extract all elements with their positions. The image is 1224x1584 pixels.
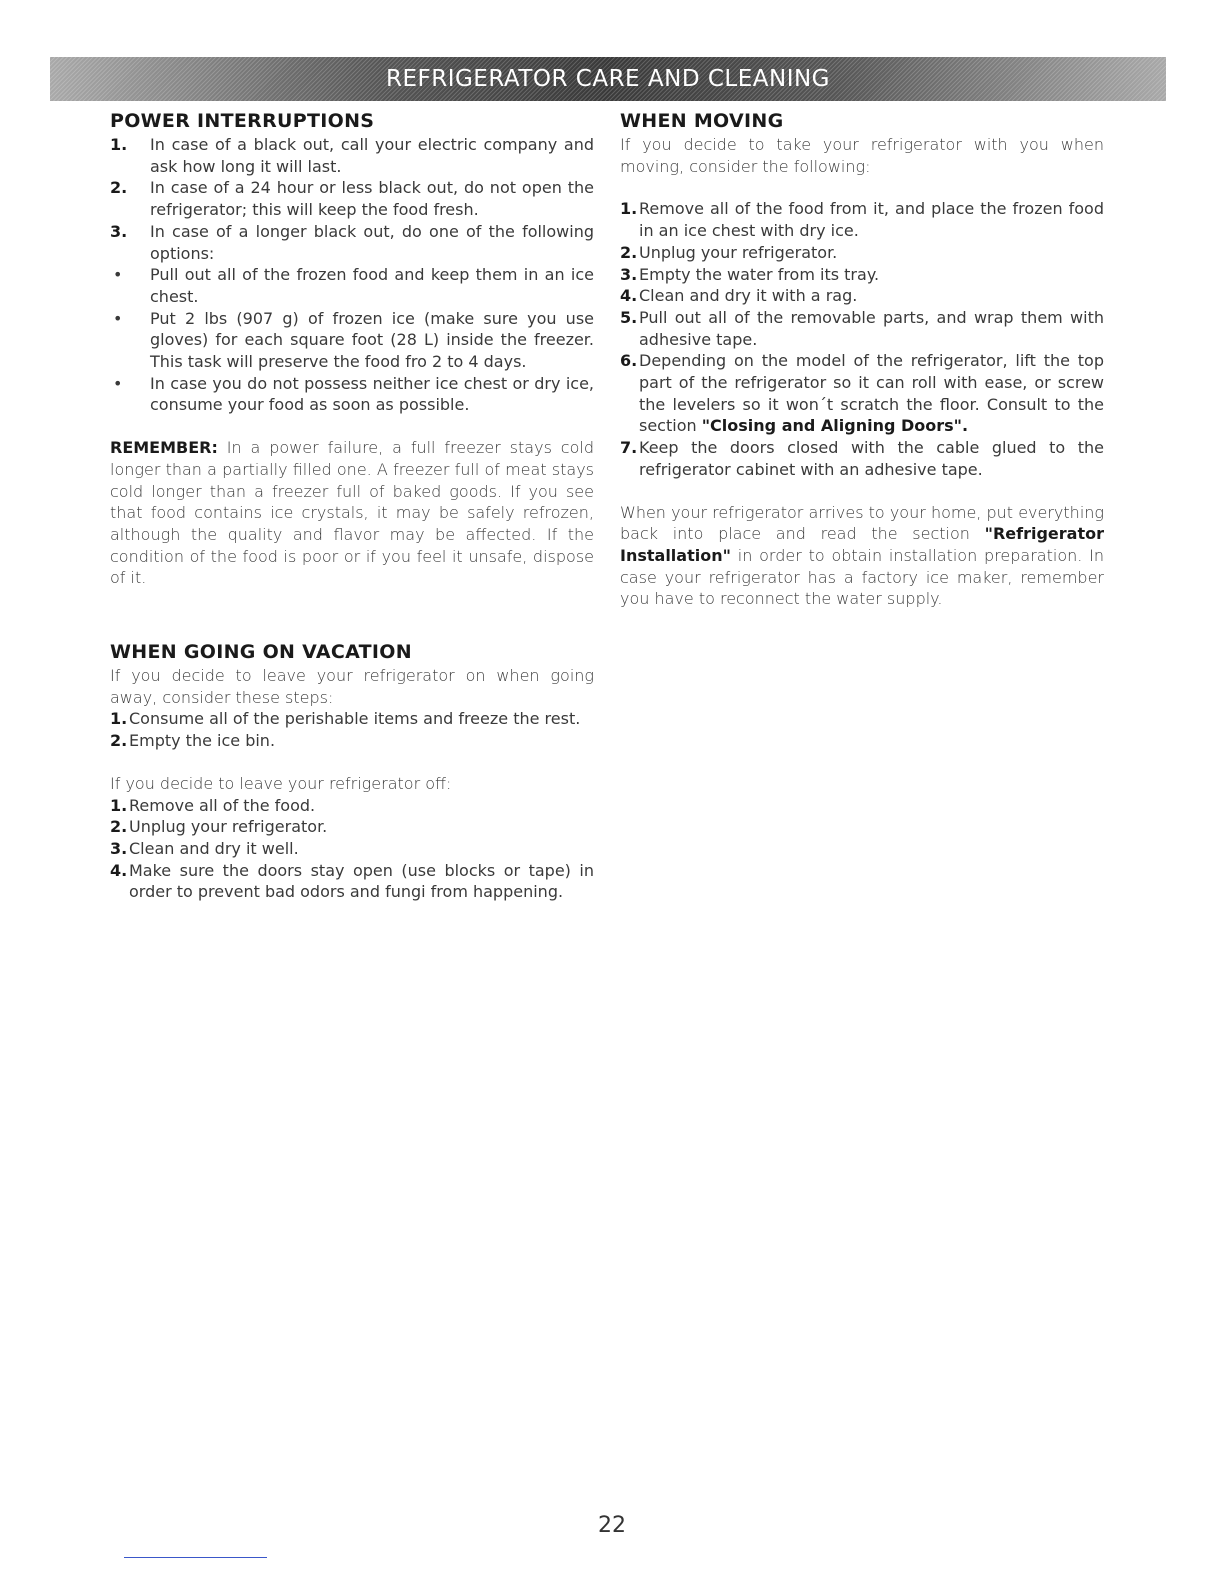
list-item bbox=[620, 437, 1104, 480]
arrival-text-1: When your refrigerator arrives to your home, put everything back into place and read the section bbox=[620, 502, 1104, 544]
moving-heading: WHEN MOVING bbox=[620, 110, 784, 132]
remember-label: REMEMBER: bbox=[110, 438, 218, 458]
list-item bbox=[620, 350, 1104, 437]
list-text: Clean and dry it well. bbox=[129, 838, 299, 858]
list-number: 1. bbox=[620, 199, 638, 219]
list-number: 7. bbox=[620, 438, 638, 458]
list-text: In case of a 24 hour or less black out, do not open the refrigerator; this will keep the food fresh. bbox=[150, 178, 594, 220]
arrival-paragraph bbox=[620, 502, 1104, 611]
list-text: In case of a black out, call your electric company and ask how long it will last. bbox=[150, 135, 594, 176]
list-number: 3. bbox=[110, 838, 128, 858]
remember-paragraph bbox=[110, 437, 594, 589]
bullet-icon: • bbox=[113, 308, 123, 328]
list-item bbox=[620, 264, 1104, 286]
vacation-off-intro: If you decide to leave your refrigerator off: bbox=[110, 773, 452, 793]
list-text bbox=[639, 350, 1104, 437]
vacation-intro: If you decide to leave your refrigerator on when going away, consider these steps: bbox=[110, 666, 594, 707]
list-number: 2. bbox=[110, 817, 128, 837]
list-item bbox=[110, 730, 594, 752]
list-item bbox=[620, 242, 1104, 264]
list-item bbox=[110, 838, 594, 860]
list-item bbox=[110, 221, 594, 264]
footer-rule bbox=[124, 1557, 267, 1558]
closing-doors-reference: "Closing and Aligning Doors". bbox=[701, 416, 969, 436]
list-number: 5. bbox=[620, 307, 638, 327]
list-text: Unplug your refrigerator. bbox=[129, 817, 328, 837]
list-item bbox=[620, 285, 1104, 307]
list-number: 3. bbox=[110, 221, 128, 241]
list-number: 3. bbox=[620, 264, 638, 284]
moving-intro: If you decide to take your refrigerator with you when moving, consider the following: bbox=[620, 135, 1104, 176]
bullet-item bbox=[110, 308, 594, 373]
list-text: Empty the water from its tray. bbox=[639, 264, 880, 284]
list-number: 1. bbox=[110, 135, 128, 154]
list-number: 4. bbox=[110, 860, 128, 880]
list-text: In case of a longer black out, do one of the following options: bbox=[150, 221, 594, 263]
list-text: Clean and dry it with a rag. bbox=[639, 286, 858, 306]
list-text: Pull out all of the removable parts, and wrap them with adhesive tape. bbox=[639, 307, 1104, 349]
list-item bbox=[110, 795, 594, 817]
section-banner bbox=[50, 57, 1166, 101]
item6-text: Depending on the model of the refrigerator, lift the top part of the refrigerator so it can roll with ease, or screw the levelers so it won´t scratch the floor. Consult to the section bbox=[639, 351, 1104, 436]
list-number: 2. bbox=[620, 242, 638, 262]
list-item bbox=[620, 307, 1104, 350]
vacation-heading: WHEN GOING ON VACATION bbox=[110, 641, 412, 664]
list-number: 1. bbox=[110, 795, 128, 815]
banner-title: REFRIGERATOR CARE AND CLEANING bbox=[385, 66, 831, 92]
list-item bbox=[110, 708, 594, 730]
list-text: Remove all of the food from it, and place the frozen food in an ice chest with dry ice. bbox=[639, 199, 1104, 241]
list-number: 4. bbox=[620, 286, 638, 306]
arrival-text-2: in order to obtain installation preparation. In case your refrigerator has a factory ice maker, remember you have to reconnect the water supply. bbox=[620, 545, 1104, 609]
power-interruptions-heading: POWER INTERRUPTIONS bbox=[110, 110, 375, 132]
right-column bbox=[620, 110, 1104, 610]
remember-text: In a power failure, a full freezer stays cold longer than a partially filled one. A freezer full of meat stays cold longer than a freezer full of baked goods. If you see that food contains ice crystals, it may be safely refrozen, although the quality and flavor may be affected. If the condition of the food is poor or if you feel it unsafe, dispose of it. bbox=[110, 438, 594, 588]
list-text: Consume all of the perishable items and freeze the rest. bbox=[129, 709, 581, 729]
list-number: 2. bbox=[110, 731, 128, 751]
bullet-icon: • bbox=[113, 265, 123, 285]
left-column bbox=[110, 110, 594, 903]
list-item bbox=[110, 134, 594, 177]
list-item bbox=[620, 198, 1104, 241]
bullet-text: Put 2 lbs (907 g) of frozen ice (make sure you use gloves) for each square foot (28 L) inside the freezer. This task will preserve the food fro 2 to 4 days. bbox=[150, 308, 594, 372]
list-text: Remove all of the food. bbox=[129, 795, 316, 815]
bullet-item bbox=[110, 373, 594, 416]
list-item bbox=[110, 816, 594, 838]
list-number: 6. bbox=[620, 351, 638, 371]
bullet-text: Pull out all of the frozen food and keep them in an ice chest. bbox=[150, 265, 594, 306]
list-item bbox=[110, 177, 594, 220]
bullet-icon: • bbox=[113, 373, 123, 393]
list-text: Make sure the doors stay open (use blocks or tape) in order to prevent bad odors and fungi from happening. bbox=[129, 860, 594, 902]
list-text: Keep the doors closed with the cable glued to the refrigerator cabinet with an adhesive tape. bbox=[639, 438, 1104, 479]
list-number: 2. bbox=[110, 178, 128, 198]
list-item bbox=[110, 860, 594, 903]
list-number: 1. bbox=[110, 709, 128, 729]
bullet-text: In case you do not possess neither ice chest or dry ice, consume your food as soon as possible. bbox=[150, 373, 594, 415]
bullet-item bbox=[110, 264, 594, 307]
page-number: 22 bbox=[598, 1513, 626, 1538]
list-text: Unplug your refrigerator. bbox=[639, 242, 838, 262]
installation-reference: "Refrigerator Installation" bbox=[620, 524, 1104, 565]
list-text: Empty the ice bin. bbox=[129, 731, 276, 751]
